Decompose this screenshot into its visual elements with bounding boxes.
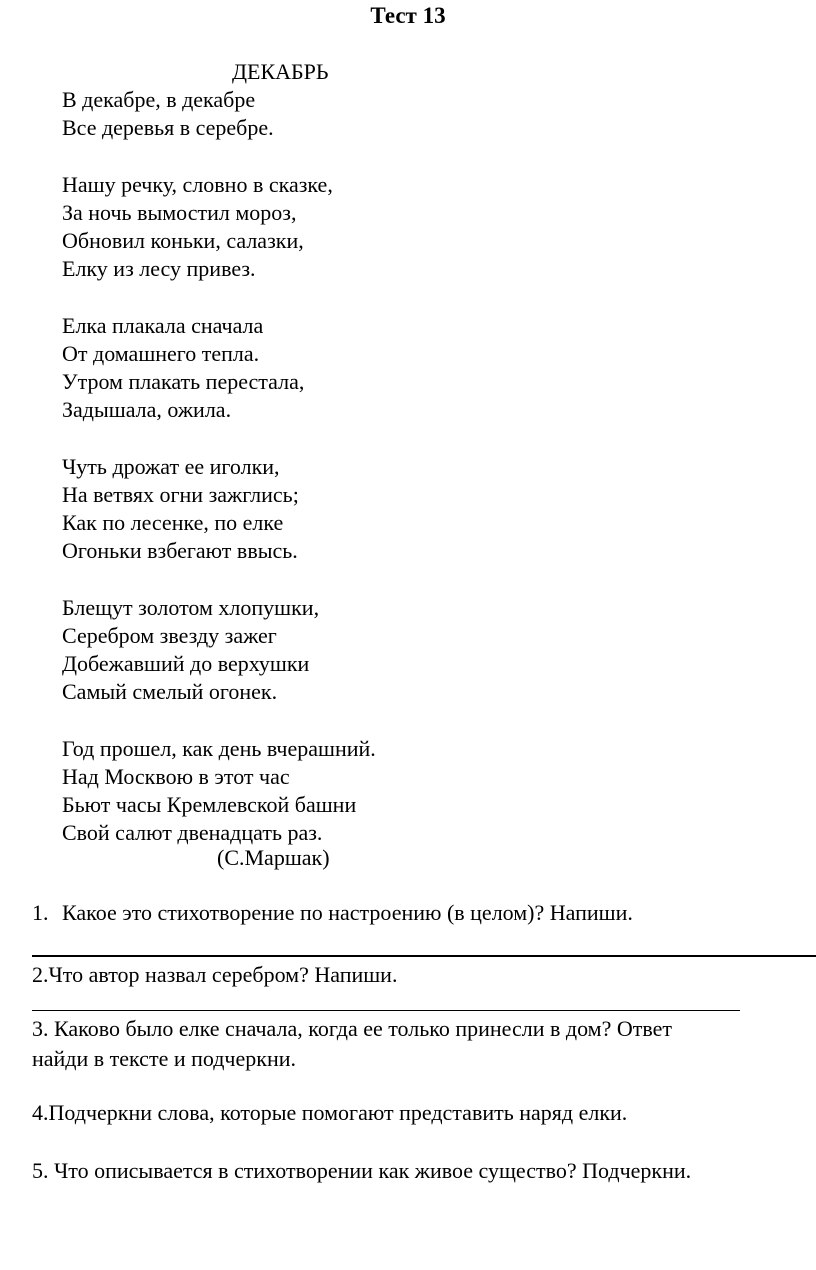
poem-line: Все деревья в серебре. [62, 115, 274, 141]
poem-line: Добежавший до верхушки [62, 651, 310, 676]
poem-line: За ночь вымостил мороз, [62, 199, 297, 225]
poem-line: Огоньки взбегают ввысь. [62, 538, 298, 564]
answer-line-1 [32, 955, 816, 957]
question-4: 4.Подчеркни слова, которые помогают представить наряд елки. [32, 1100, 628, 1125]
answer-line-2 [32, 1010, 740, 1011]
poem-line: Над Москвою в этот час [62, 763, 290, 789]
poem-line: Задышала, ожила. [62, 397, 232, 423]
test-title: Тест 13 [370, 3, 446, 28]
poem-line: Чуть дрожат ее иголки, [62, 453, 280, 479]
poem-author: (С.Маршак) [217, 845, 330, 870]
stanza-4 [62, 453, 376, 566]
question-1-text: Какое это стихотворение по настроению (в целом)? Напиши. [62, 900, 633, 925]
poem-line: Как по лесенке, по елке [62, 510, 284, 535]
poem-line: Блещут золотом хлопушки, [62, 594, 320, 620]
poem-line: В декабре, в декабре [62, 87, 256, 112]
stanza-1 [62, 86, 376, 142]
stanza-6 [62, 735, 376, 848]
poem-line: От домашнего тепла. [62, 340, 260, 366]
poem-line: На ветвях огни зажглись; [62, 481, 299, 507]
poem-line: Бьют часы Кремлевской башни [62, 792, 357, 817]
question-1 [32, 898, 633, 928]
stanza-2 [62, 171, 376, 284]
poem-line: Год прошел, как день вчерашний. [62, 735, 376, 761]
poem-line: Самый смелый огонек. [62, 679, 278, 705]
stanza-5 [62, 594, 376, 707]
poem-line: Нашу речку, словно в сказке, [62, 171, 333, 197]
poem-line: Обновил коньки, салазки, [62, 228, 304, 253]
poem-body [62, 86, 376, 847]
poem-line: Утром плакать перестала, [62, 369, 305, 394]
stanza-3 [62, 312, 376, 425]
question-3-line-1: 3. Каково было елке сначала, когда ее только принесли в дом? Ответ [32, 1016, 672, 1041]
poem-line: Елку из лесу привез. [62, 256, 256, 282]
question-3 [32, 1014, 672, 1074]
poem-title: ДЕКАБРЬ [232, 59, 329, 84]
question-2: 2.Что автор назвал серебром? Напиши. [32, 962, 398, 987]
poem-line: Свой салют двенадцать раз. [62, 820, 323, 846]
question-1-number: 1. [32, 900, 49, 925]
question-3-line-2: найди в тексте и подчеркни. [32, 1046, 296, 1071]
poem-line: Серебром звезду зажег [62, 622, 277, 648]
poem-line: Елка плакала сначала [62, 312, 264, 338]
question-5: 5. Что описывается в стихотворении как живое существо? Подчеркни. [32, 1158, 692, 1183]
